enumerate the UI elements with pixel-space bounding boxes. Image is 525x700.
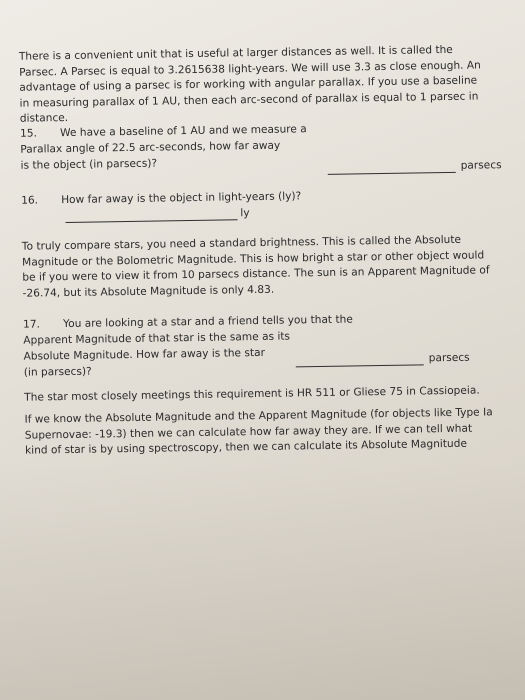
question-15-line-3: is the object (in parsecs)? <box>20 157 158 172</box>
question-15-answer-line[interactable] <box>328 171 456 175</box>
question-15-text-1: We have a baseline of 1 AU and we measure a <box>60 123 307 140</box>
question-17-line-2: Apparent Magnitude of that star is the same as its <box>23 330 291 347</box>
question-16-text: How far away is the object in light-years (ly)? <box>61 190 302 207</box>
question-17-number: 17. <box>23 318 41 331</box>
question-17-line-3: Absolute Magnitude. How far away is the star <box>23 346 266 363</box>
question-15-unit: parsecs <box>460 159 502 172</box>
absolute-magnitude-paragraph: To truly compare stars, you need a standard brightness. This is called the Absolute Magnitude or the Bolometric Magnitude. This is how bright a star or other object would be if you were to view it from 10 parsecs distance. The sun is an Apparent Magnitude of -26.74, but its Absolute Magnitude is only 4.83. <box>21 233 490 300</box>
question-15-number: 15. <box>20 127 38 140</box>
question-17-text-1: You are looking at a star and a friend tells you that the <box>63 313 353 331</box>
question-16-number: 16. <box>21 194 39 207</box>
closest-star-sentence: The star most closely meetings this requirement is HR 511 or Gliese 75 in Cassiopeia. <box>24 384 480 404</box>
question-16-unit: ly <box>240 207 250 220</box>
closing-paragraph: If we know the Absolute Magnitude and the Apparent Magnitude (for objects like Type Ia Supernovae: -19.3) then we can calculate how far away they are. If we can tell what kind of star is by using spectroscopy, then we can calculate its Absolute Magnitude <box>24 406 493 457</box>
question-15-line-2: Parallax angle of 22.5 arc-seconds, how far away <box>20 139 281 156</box>
question-17-unit: parsecs <box>428 351 470 365</box>
intro-paragraph: There is a convenient unit that is useful at larger distances as well. It is called the Parsec. A Parsec is equal to 3.2615638 light-years. We will use 3.3 as close enough. An advantage of using a parsec is for working with angular parallax. If you use a baseline in measuring parallax of 1 AU, then each arc-second of parallax is equal to 1 parsec in distance. <box>18 43 481 125</box>
question-16-answer-line[interactable] <box>65 218 237 223</box>
question-16-line <box>21 186 491 209</box>
question-17-line-4: (in parsecs)? <box>23 365 92 379</box>
